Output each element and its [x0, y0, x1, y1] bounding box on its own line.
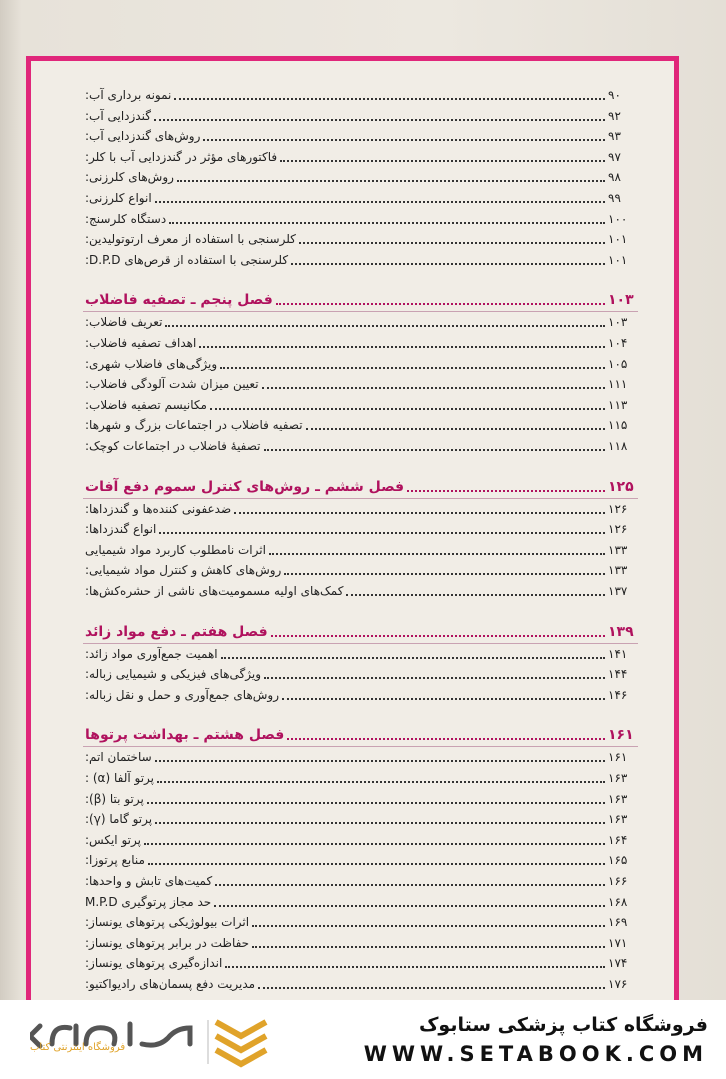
toc-dot-leader — [203, 138, 605, 141]
toc-chapter-heading[interactable] — [83, 723, 638, 745]
toc-entry-title: فصل هفتم ـ دفع مواد زائد — [85, 623, 268, 640]
toc-entry-title: کلرسنجی با استفاده از قرص‌های D.P.D: — [85, 252, 289, 267]
toc-entry-title: مکانیسم تصفیه فاضلاب: — [85, 397, 207, 412]
logo-tagline: فروشگاه اینترنتی کتاب — [30, 1042, 126, 1053]
toc-entry[interactable] — [83, 188, 638, 208]
toc-entry-title: منابع پرتوزا: — [85, 853, 145, 868]
toc-dot-leader — [252, 924, 605, 927]
toc-entry-page: ۱۴۴ — [608, 667, 628, 682]
toc-chapter-heading[interactable] — [83, 475, 638, 497]
toc-entry-title: روش‌های کاهش و کنترل مواد شیمیایی: — [85, 563, 282, 578]
toc-entry[interactable] — [83, 395, 638, 415]
toc-entry-title: پرتو بتا (β): — [85, 791, 144, 806]
toc-entry-title: تعریف فاضلاب: — [85, 315, 163, 330]
toc-entry-page: ۱۴۶ — [608, 687, 628, 702]
toc-entry[interactable] — [83, 167, 638, 187]
toc-dot-leader — [155, 200, 605, 203]
toc-dot-leader — [199, 345, 605, 348]
toc-entry[interactable] — [83, 850, 638, 870]
toc-entry-title: گندزدایی آب: — [85, 108, 151, 123]
toc-entry-title: فصل پنجم ـ تصفیه فاضلاب — [85, 292, 273, 309]
toc-entry[interactable] — [83, 644, 638, 664]
toc-dot-leader — [155, 821, 605, 824]
toc-dot-leader — [214, 904, 605, 907]
toc-entry-page: ۱۱۳ — [608, 397, 628, 412]
toc-entry[interactable] — [83, 892, 638, 912]
toc-entry[interactable] — [83, 106, 638, 126]
toc-dot-leader — [220, 366, 605, 369]
toc-entry-page: ۱۶۵ — [608, 853, 628, 868]
toc-entry[interactable] — [83, 540, 638, 560]
toc-dot-leader — [165, 324, 605, 327]
toc-entry-title: تصفیهٔ فاضلاب در اجتماعات کوچک: — [85, 439, 261, 453]
toc-entry[interactable] — [83, 85, 638, 105]
toc-entry-title: اهمیت جمع‌آوری مواد زائد: — [85, 646, 218, 661]
toc-entry-title: ویژگی‌های فاضلاب شهری: — [85, 356, 218, 371]
toc-entry[interactable] — [83, 519, 638, 539]
toc-entry-page: ۱۰۰ — [608, 211, 628, 226]
store-url[interactable]: WWW.SETABOOK.COM — [363, 1042, 708, 1066]
toc-dot-leader — [169, 221, 605, 224]
toc-dot-leader — [262, 386, 605, 389]
toc-entry[interactable] — [83, 581, 638, 601]
toc-dot-leader — [159, 531, 605, 534]
toc-entry-page: ۱۱۸ — [608, 439, 628, 453]
toc-dot-leader — [271, 634, 605, 637]
toc-entry[interactable] — [83, 436, 638, 456]
toc-dot-leader — [264, 676, 605, 679]
toc-chapter-heading[interactable] — [83, 288, 638, 310]
toc-entry[interactable] — [83, 333, 638, 353]
toc-entry-page: ۱۶۹ — [608, 915, 628, 930]
toc-dot-leader — [287, 737, 605, 740]
toc-entry[interactable] — [83, 250, 638, 270]
toc-entry[interactable] — [83, 747, 638, 767]
toc-entry[interactable] — [83, 499, 638, 519]
toc-dot-leader — [264, 448, 606, 451]
toc-entry-page: ۱۶۳ — [608, 791, 628, 806]
toc-entry[interactable] — [83, 312, 638, 332]
toc-entry-page: ۱۷۱ — [608, 935, 628, 950]
toc-entry-title: اثرات بیولوژیکی پرتوهای یونساز: — [85, 915, 250, 930]
toc-entry-page: ۱۴۱ — [608, 646, 628, 661]
toc-dot-leader — [221, 656, 605, 659]
toc-entry-page: ۱۳۳ — [608, 563, 628, 578]
toc-entry-title: تعیین میزان شدت آلودگی فاضلاب: — [85, 377, 259, 392]
toc-chapter-heading[interactable] — [83, 620, 638, 642]
toc-entry[interactable] — [83, 685, 638, 705]
toc-entry[interactable] — [83, 354, 638, 374]
toc-entry-page: ۱۰۱ — [608, 252, 628, 267]
toc-entry-title: فصل هشتم ـ بهداشت پرتوها — [85, 727, 285, 744]
toc-entry-title: اندازه‌گیری پرتوهای یونساز: — [85, 956, 223, 971]
toc-entry-page: ۱۶۳ — [608, 771, 628, 785]
toc-entry-page: ۹۸ — [608, 170, 621, 185]
toc-entry-page: ۱۶۱ — [608, 727, 634, 744]
toc-entry-page: ۱۳۹ — [608, 623, 634, 640]
toc-entry[interactable] — [83, 871, 638, 891]
toc-entry-title: کمک‌های اولیه مسمومیت‌های ناشی از حشره‌کش‌ها: — [85, 584, 344, 598]
toc-dot-leader — [269, 552, 605, 555]
toc-entry-title: مدیریت دفع پسمان‌های رادیواکتیو: — [85, 977, 256, 991]
toc-dot-leader — [157, 780, 605, 783]
toc-dot-leader — [280, 159, 605, 162]
toc-dot-leader — [210, 407, 605, 410]
toc-dot-leader — [276, 302, 605, 305]
toc-entry-page: ۹۳ — [608, 129, 621, 144]
toc-entry[interactable] — [83, 830, 638, 850]
toc-entry-title: روش‌های گندزدایی آب: — [85, 129, 201, 144]
toc-entry-title: اهداف تصفیه فاضلاب: — [85, 336, 197, 350]
toc-entry-page: ۱۳۷ — [608, 584, 628, 598]
toc-entry-page: ۹۰ — [608, 88, 621, 102]
toc-dot-leader — [407, 489, 605, 492]
toc-entry-page: ۱۲۶ — [608, 522, 628, 537]
toc-dot-leader — [148, 862, 605, 865]
toc-entry[interactable] — [83, 560, 638, 580]
toc-entry-page: ۱۲۵ — [608, 478, 634, 495]
toc-entry-page: ۱۶۱ — [608, 750, 628, 765]
toc-entry-page: ۱۰۳ — [608, 315, 628, 330]
toc-dot-leader — [144, 842, 605, 845]
toc-entry-page: ۱۱۱ — [608, 377, 628, 392]
toc-entry[interactable] — [83, 933, 638, 953]
toc-entry-title: کلرسنجی با استفاده از معرف ارتوتولیدین: — [85, 232, 296, 247]
toc-entry-page: ۱۷۶ — [608, 977, 628, 991]
toc-dot-leader — [258, 986, 605, 989]
store-footer — [0, 1000, 726, 1079]
toc-dot-leader — [154, 118, 605, 121]
toc-dot-leader — [234, 511, 605, 514]
toc-entry-page: ۱۰۵ — [608, 356, 628, 371]
toc-entry-page: ۱۶۳ — [608, 812, 628, 827]
toc-entry-page: ۱۶۶ — [608, 874, 628, 888]
toc-dot-leader — [225, 965, 605, 968]
toc-entry-title: فصل ششم ـ روش‌های کنترل سموم دفع آفات — [85, 478, 405, 495]
toc-entry-page: ۱۷۴ — [608, 956, 628, 971]
toc-entry-title: پرتو گاما (γ): — [85, 812, 153, 827]
toc-dot-leader — [147, 801, 605, 804]
toc-entry-title: روش‌های کلرزنی: — [85, 170, 174, 185]
toc-dot-leader — [155, 759, 605, 762]
toc-entry-title: ویژگی‌های فیزیکی و شیمیایی زباله: — [85, 667, 262, 682]
toc-entry[interactable] — [83, 789, 638, 809]
toc-entry-title: روش‌های جمع‌آوری و حمل و نقل زباله: — [85, 687, 280, 702]
toc-dot-leader — [174, 97, 605, 100]
toc-entry-title: ساختمان اتم: — [85, 750, 152, 765]
toc-entry-title: حفاظت در برابر پرتوهای یونساز: — [85, 935, 250, 950]
toc-entry[interactable] — [83, 664, 638, 684]
toc-entry[interactable] — [83, 147, 638, 167]
toc-dot-leader — [346, 593, 605, 596]
toc-entry-title: دستگاه کلرسنج: — [85, 211, 167, 226]
toc-entry-page: ۱۳۳ — [608, 542, 628, 557]
toc-entry[interactable] — [83, 126, 638, 146]
toc-dot-leader — [299, 241, 605, 244]
toc-entry[interactable] — [83, 768, 638, 788]
toc-entry-title: حد مجاز پرتوگیری M.P.D — [85, 894, 212, 909]
toc-entry[interactable] — [83, 912, 638, 932]
toc-entry-title: اثرات نامطلوب کاربرد مواد شیمیایی — [85, 542, 266, 557]
toc-entry-title: انواع گندزداها: — [85, 522, 157, 537]
toc-entry[interactable] — [83, 974, 638, 994]
toc-dot-leader — [284, 572, 605, 575]
toc-entry[interactable] — [83, 374, 638, 394]
toc-entry-page: ۱۲۶ — [608, 501, 628, 516]
toc-entry-title: تصفیه فاضلاب در اجتماعات بزرگ و شهرها: — [85, 418, 303, 433]
toc-frame — [26, 56, 679, 1000]
toc-dot-leader — [282, 697, 605, 700]
toc-entry[interactable] — [83, 229, 638, 249]
toc-entry-page: ۹۷ — [608, 149, 621, 164]
toc-entry-title: کمیت‌های تابش و واحدها: — [85, 874, 213, 888]
toc-dot-leader — [291, 262, 605, 265]
store-name: فروشگاه کتاب پزشکی ستابوک — [418, 1014, 708, 1036]
toc-entry[interactable] — [83, 415, 638, 435]
toc-entry-title: انواع کلرزنی: — [85, 191, 152, 205]
toc-entry[interactable] — [83, 809, 638, 829]
toc-entry[interactable] — [83, 953, 638, 973]
toc-dot-leader — [252, 945, 605, 948]
toc-entry-page: ۱۰۱ — [608, 232, 628, 247]
toc-entry-title: پرتو ایکس: — [85, 832, 141, 847]
toc-entry-page: ۱۰۳ — [608, 292, 634, 309]
toc-entry-title: پرتو آلفا (α) : — [85, 771, 154, 785]
toc-entry-title: ضدعفونی کننده‌ها و گندزداها: — [85, 501, 232, 516]
toc-entry-title: نمونه برداری آب: — [85, 88, 172, 102]
toc-entry-page: ۱۱۵ — [608, 418, 628, 433]
toc-entry-page: ۹۲ — [608, 108, 621, 123]
toc-entry-page: ۱۶۸ — [608, 894, 628, 909]
toc-entry-page: ۱۶۴ — [608, 832, 628, 847]
toc-dot-leader — [177, 179, 605, 182]
toc-entry-page: ۱۰۴ — [608, 336, 628, 350]
toc-dot-leader — [215, 883, 605, 886]
toc-entry[interactable] — [83, 209, 638, 229]
toc-entry-page: ۹۹ — [608, 191, 621, 205]
toc-dot-leader — [306, 427, 605, 430]
toc-entry-title: فاکتورهای مؤثر در گندزدایی آب با کلر: — [85, 149, 278, 164]
